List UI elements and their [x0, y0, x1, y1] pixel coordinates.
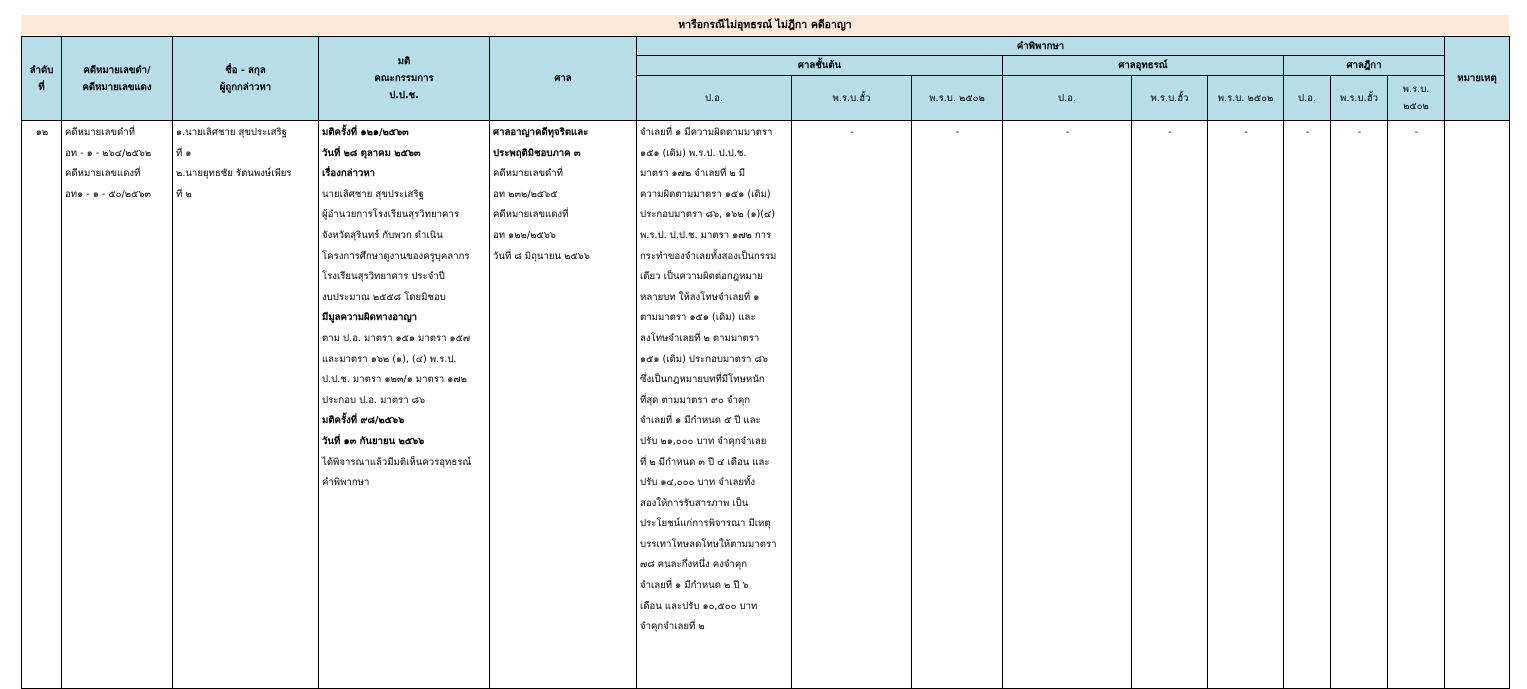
text-line: ปรับ ๒๑,๐๐๐ บาท จำคุกจำเลย — [640, 435, 767, 447]
row-appeal-court-prb-old: - — [1132, 121, 1208, 689]
text-line: ที่ ๒ มีกำหนด ๓ ปี ๔ เดือน และ — [640, 456, 770, 468]
text-line: ซึ่งเป็นกฎหมายบทที่มีโทษหนัก — [640, 374, 765, 386]
header-supreme-prb-old: พ.ร.บ.ฮั้ว — [1331, 76, 1388, 121]
header-resolution: มติ คณะกรรมการ ป.ป.ช. — [319, 37, 490, 121]
header-judgment: คำพิพากษา — [637, 37, 1445, 56]
text-line: เดียว เป็นความผิดต่อกฎหมาย — [640, 271, 763, 283]
header-first-prb-2502: พ.ร.บ. ๒๕๐๒ — [912, 76, 1003, 121]
header-remark: หมายเหตุ — [1445, 37, 1510, 121]
text-line: มติครั้งที่ ๑๒๑/๒๕๖๓ — [322, 127, 409, 138]
row-case-number: คดีหมายเลขดำที่ อท - ๑ - ๒๖๔/๒๕๖๒ คดีหมายเลขแดงที่ อท๑ - ๑ - ๕๐/๒๕๖๓ — [62, 121, 173, 689]
row-first-court-prb-2502: - — [912, 121, 1003, 689]
row-first-court-prb-old: - — [792, 121, 912, 689]
text-line: ป.ป.ช. มาตรา ๑๒๓/๑ มาตรา ๑๗๒ — [322, 374, 467, 386]
text-line: ได้พิจารณาแล้วมีมติเห็นควรอุทธรณ์ — [322, 456, 472, 468]
text-line: ประพฤติมิชอบภาค ๓ — [493, 147, 581, 159]
text-line: คำพิพากษา — [322, 477, 370, 489]
header-supreme-court: ศาลฎีกา — [1284, 56, 1445, 76]
header-case-number: คดีหมายเลขดำ/ คดีหมายเลขแดง — [62, 37, 173, 121]
header-appeal-prb-old: พ.ร.บ.ฮั้ว — [1132, 76, 1208, 121]
text-line: สองให้การรับสารภาพ เป็น — [640, 497, 749, 509]
text-line: ประโยชน์แก่การพิจารณา มีเหตุ — [640, 518, 771, 530]
text-line: ๑๕๑ (เดิม) พ.ร.ป. ป.ป.ช. — [640, 147, 747, 159]
text-line: วันที่ ๑๓ กันยายน ๒๕๖๖ — [322, 435, 425, 447]
text-line: ที่สุด ตามมาตรา ๙๐ จำคุก — [640, 394, 751, 406]
text-line: จำเลยที่ ๑ มีกำหนด ๕ ปี และ — [640, 415, 761, 427]
text-line: หลายบท ให้ลงโทษจำเลยที่ ๑ — [640, 291, 760, 303]
text-line: ประกอบ ป.อ. มาตรา ๘๖ — [322, 394, 426, 406]
text-line: จำเลยที่ ๑ มีความผิดตามมาตรา — [640, 127, 773, 138]
row-no: ๑๒ — [22, 121, 62, 689]
header-court: ศาล — [490, 37, 637, 121]
text-line: เรื่องกล่าวหา — [322, 168, 376, 180]
text-line: วันที่ ๘ มิถุนายน ๒๕๖๖ — [493, 250, 590, 262]
sheet-title: หารือกรณีไม่อุทธรณ์ ไม่ฎีกา คดีอาญา — [21, 15, 1509, 35]
text-line: อท ๒๓๒/๒๕๖๕ — [493, 188, 558, 200]
row-appeal-court-prb-2502: - — [1208, 121, 1284, 689]
row-appeal-court-po: - — [1003, 121, 1132, 689]
case-table — [21, 36, 1510, 689]
row-supreme-court-prb-2502: - — [1388, 121, 1445, 689]
text-line: จำเลยที่ ๑ มีกำหนด ๒ ปี ๖ — [640, 580, 749, 592]
header-supreme-prb-2502: พ.ร.บ. ๒๕๐๒ — [1388, 76, 1445, 121]
text-line: อท ๑๒๒/๒๕๖๖ — [493, 229, 556, 241]
row-supreme-court-po: - — [1284, 121, 1331, 689]
row-first-court-po — [637, 121, 792, 689]
text-line: มาตรา ๑๗๒ จำเลยที่ ๒ มี — [640, 168, 746, 180]
row-resolution — [319, 121, 490, 689]
text-line: เดือน และปรับ ๑๐,๕๐๐ บาท — [640, 600, 758, 612]
header-supreme-po: ป.อ. — [1284, 76, 1331, 121]
text-line: งบประมาณ ๒๕๕๘ โดยมิชอบ — [322, 291, 446, 303]
text-line: บรรเทาโทษลดโทษให้ตามมาตรา — [640, 538, 777, 550]
text-line: วันที่ ๒๘ ตุลาคม ๒๕๖๓ — [322, 147, 421, 159]
table-row — [22, 121, 1510, 689]
text-line: กระทำของจำเลยทั้งสองเป็นกรรม — [640, 250, 777, 262]
text-line: และมาตรา ๑๖๒ (๑), (๔) พ.ร.ป. — [322, 353, 457, 365]
text-line: ๗๘ คนละกึ่งหนึ่ง คงจำคุก — [640, 559, 748, 571]
text-line: ศาลอาญาคดีทุจริตและ — [493, 127, 589, 138]
row-remark — [1445, 121, 1510, 689]
text-line: นายเลิศชาย สุขประเสริฐ — [322, 188, 424, 200]
text-line: ๑๕๑ (เดิม) ประกอบมาตรา ๘๖ — [640, 353, 768, 365]
row-supreme-court-prb-old: - — [1331, 121, 1388, 689]
text-line: ลงโทษจำเลยที่ ๒ ตามมาตรา — [640, 332, 760, 344]
text-line: จำคุกจำเลยที่ ๒ — [640, 621, 705, 633]
header-appeal-prb-2502: พ.ร.บ. ๒๕๐๒ — [1208, 76, 1284, 121]
header-first-court: ศาลชั้นต้น — [637, 56, 1003, 76]
text-line: จังหวัดสุรินทร์ กับพวก ดำเนิน — [322, 229, 443, 241]
text-line: โครงการศึกษาดูงานของครูบุคลากร — [322, 250, 470, 262]
text-line: ประกอบมาตรา ๘๖, ๑๖๒ (๑)(๔) — [640, 209, 776, 221]
header-appeal-po: ป.อ. — [1003, 76, 1132, 121]
header-appeal-court: ศาลอุทธรณ์ — [1003, 56, 1284, 76]
text-line: มติครั้งที่ ๙๘/๒๕๖๖ — [322, 415, 405, 427]
text-line: มีมูลความผิดทางอาญา — [322, 312, 418, 324]
text-line: พ.ร.ป. ป.ป.ช. มาตรา ๑๗๒ การ — [640, 229, 772, 241]
text-line: โรงเรียนสุรวิทยาคาร ประจำปี — [322, 271, 445, 283]
text-line: ปรับ ๑๔,๐๐๐ บาท จำเลยทั้ง — [640, 477, 756, 489]
row-accused-name: ๑.นายเลิศชาย สุขประเสริฐ ที่ ๑ ๒.นายยุทธชัย รัตนพงษ์เพียร ที่ ๒ — [173, 121, 319, 689]
header-first-po: ป.อ. — [637, 76, 792, 121]
text-line: ผู้อำนวยการโรงเรียนสุรวิทยาคาร — [322, 209, 459, 221]
text-line: คดีหมายเลขดำที่ — [493, 168, 563, 180]
text-line: คดีหมายเลขแดงที่ — [493, 209, 569, 221]
row-court — [490, 121, 637, 689]
header-accused-name: ชื่อ - สกุล ผู้ถูกกล่าวหา — [173, 37, 319, 121]
text-line: ตาม ป.อ. มาตรา ๑๕๑ มาตรา ๑๕๗ — [322, 332, 471, 344]
header-first-prb-old: พ.ร.บ.ฮั้ว — [792, 76, 912, 121]
header-no: ลำดับ ที่ — [22, 37, 62, 121]
text-line: ความผิดตามมาตรา ๑๕๑ (เดิม) — [640, 188, 771, 200]
text-line: ตามมาตรา ๑๕๑ (เดิม) และ — [640, 312, 756, 324]
